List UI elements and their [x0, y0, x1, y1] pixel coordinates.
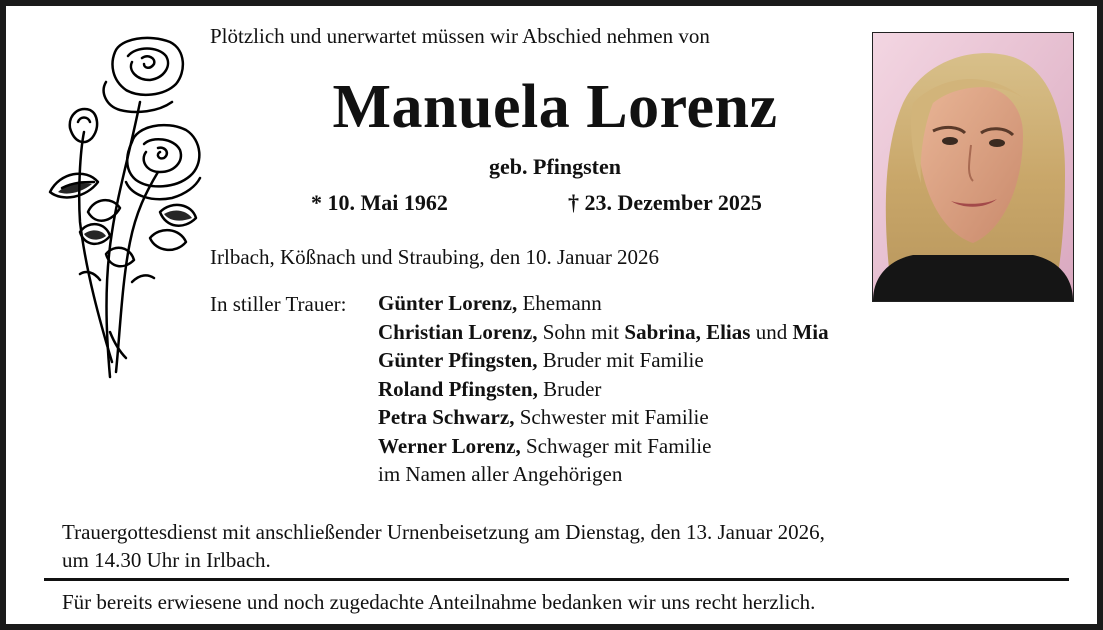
mourner-relation: Schwager mit Familie	[520, 433, 712, 458]
rose-icon	[40, 32, 206, 382]
mourner-name: Christian Lorenz,	[378, 319, 538, 344]
mourning-label: In stiller Trauer:	[210, 292, 347, 316]
mourner-name: Petra Schwarz,	[378, 405, 515, 429]
mourner-relation: Bruder	[537, 376, 602, 401]
birth-date: * 10. Mai 1962	[311, 190, 448, 215]
place-date: Irlbach, Kößnach und Straubing, den 10. Januar 2026	[210, 245, 660, 269]
mourner-row	[378, 378, 829, 407]
deceased-name: Manuela Lorenz	[332, 73, 778, 141]
birth-name: geb. Pfingsten	[489, 154, 621, 179]
mourner-row	[378, 349, 829, 378]
divider	[44, 578, 1069, 581]
mourner-relation: Sohn mit	[537, 319, 625, 344]
mourner-row	[378, 435, 829, 464]
mourner-row	[378, 463, 829, 492]
mourner-row	[378, 321, 829, 350]
mourner-name: Werner Lorenz,	[378, 433, 521, 458]
mourner-name: Günter Pfingsten,	[378, 348, 538, 372]
portrait-photo	[872, 32, 1074, 302]
mourner-row	[378, 406, 829, 435]
mourners-list	[378, 292, 829, 492]
death-date: † 23. Dezember 2025	[568, 190, 762, 215]
mourner-grandchildren: Sabrina, Elias	[624, 319, 751, 344]
mourner-row	[378, 292, 829, 321]
mourner-name: Günter Lorenz,	[378, 291, 518, 315]
mourner-grandchild: Mia	[792, 319, 829, 344]
portrait-image	[873, 33, 1073, 301]
mourner-relation: Schwester mit Familie	[514, 405, 709, 429]
mourner-relation: Bruder mit Familie	[537, 348, 704, 372]
mourner-and: und	[750, 319, 793, 344]
mourner-relation: im Namen aller Angehörigen	[378, 462, 623, 486]
thanks-text: Für bereits erwiesene und noch zugedachte Anteilnahme bedanken wir uns recht herzlich.	[62, 590, 816, 614]
service-info	[62, 518, 1022, 574]
service-line-1: Trauergottesdienst mit anschließender Urnenbeisetzung am Dienstag, den 13. Januar 2026,	[62, 520, 825, 544]
intro-text: Plötzlich und unerwartet müssen wir Abschied nehmen von	[210, 24, 710, 48]
mourner-relation: Ehemann	[517, 291, 602, 315]
mourner-name: Roland Pfingsten,	[378, 376, 538, 401]
service-line-2: um 14.30 Uhr in Irlbach.	[62, 548, 271, 572]
